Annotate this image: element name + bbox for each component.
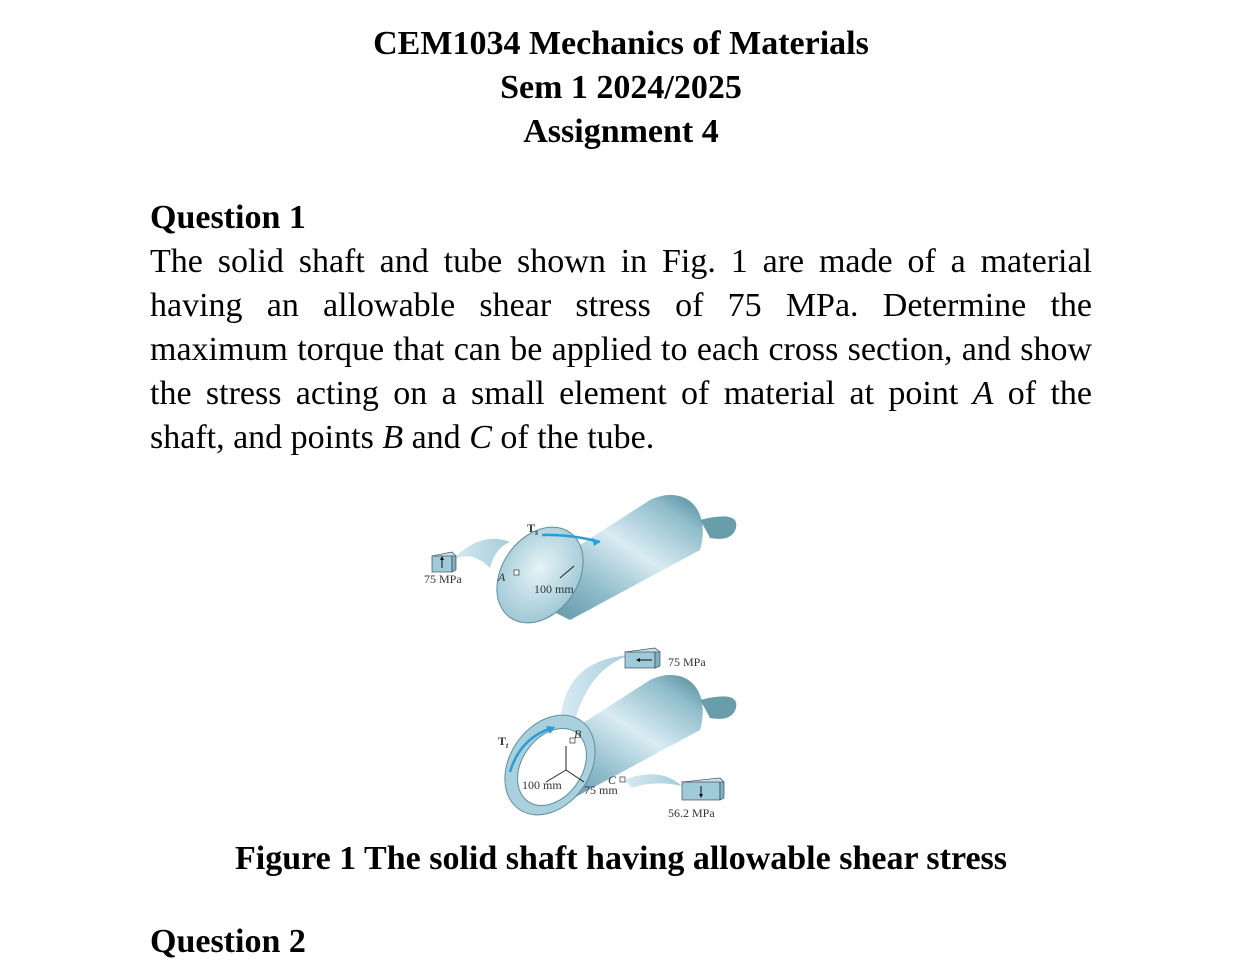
tube-swoosh-bottom <box>624 774 682 788</box>
tube-far-end <box>700 696 736 718</box>
tube-stress-element-top <box>625 648 660 668</box>
tube-stress-top-label: 75 MPa <box>668 655 706 669</box>
tube-point-b-label: B <box>574 727 582 741</box>
question-2-heading: Question 2 <box>150 923 306 960</box>
point-a-ref: A <box>972 375 994 412</box>
course-title: CEM1034 Mechanics of Materials <box>373 25 869 62</box>
tube-point-c-label: C <box>608 773 617 787</box>
tube-outer-radius-label: 100 mm <box>522 778 562 792</box>
point-b-ref: B <box>382 419 404 456</box>
question-1-text <box>150 240 1092 460</box>
point-c-ref: C <box>469 419 492 456</box>
point-c-marker <box>620 777 625 782</box>
shaft-far-end <box>700 516 736 538</box>
figure-caption: Figure 1 The solid shaft having allowable shear stress <box>234 840 1008 877</box>
semester-title: Sem 1 2024/2025 <box>500 69 742 106</box>
shaft-point-a-label: A <box>498 570 506 584</box>
shaft-stress-element <box>432 552 456 572</box>
shaft-torque-label: $T_s$ <box>527 521 539 537</box>
hollow-tube <box>486 648 736 830</box>
question-1-heading: Question 1 <box>150 199 306 236</box>
shaft-radius-label: 100 mm <box>534 582 574 596</box>
assignment-title: Assignment 4 <box>523 113 719 150</box>
shaft-swoosh <box>450 539 510 568</box>
point-a-marker <box>514 570 519 575</box>
document-header <box>0 22 1242 154</box>
question-text-segment: of the shaft, and points <box>150 375 1093 456</box>
shaft-stress-label: 75 MPa <box>424 572 462 586</box>
question-text-segment: and <box>403 419 470 456</box>
question-text-segment: The solid shaft and tube shown in Fig. 1 are made of a material having an allowable shear stress of 75 MPa. Determine the maximum torque that can be applied to each cross section, and show the stress acting on a small element of material at point <box>150 243 1092 412</box>
tube-stress-bottom-label: 56.2 MPa <box>668 806 715 820</box>
tube-stress-element-bottom <box>682 778 724 800</box>
solid-shaft <box>424 495 736 639</box>
tube-inner-radius-label: 75 mm <box>584 783 618 797</box>
shaft-and-tube-illustration <box>410 470 760 830</box>
figure-1 <box>410 470 760 830</box>
tube-torque-label: $T_t$ <box>498 734 509 750</box>
question-text-segment: of the tube. <box>491 419 655 456</box>
